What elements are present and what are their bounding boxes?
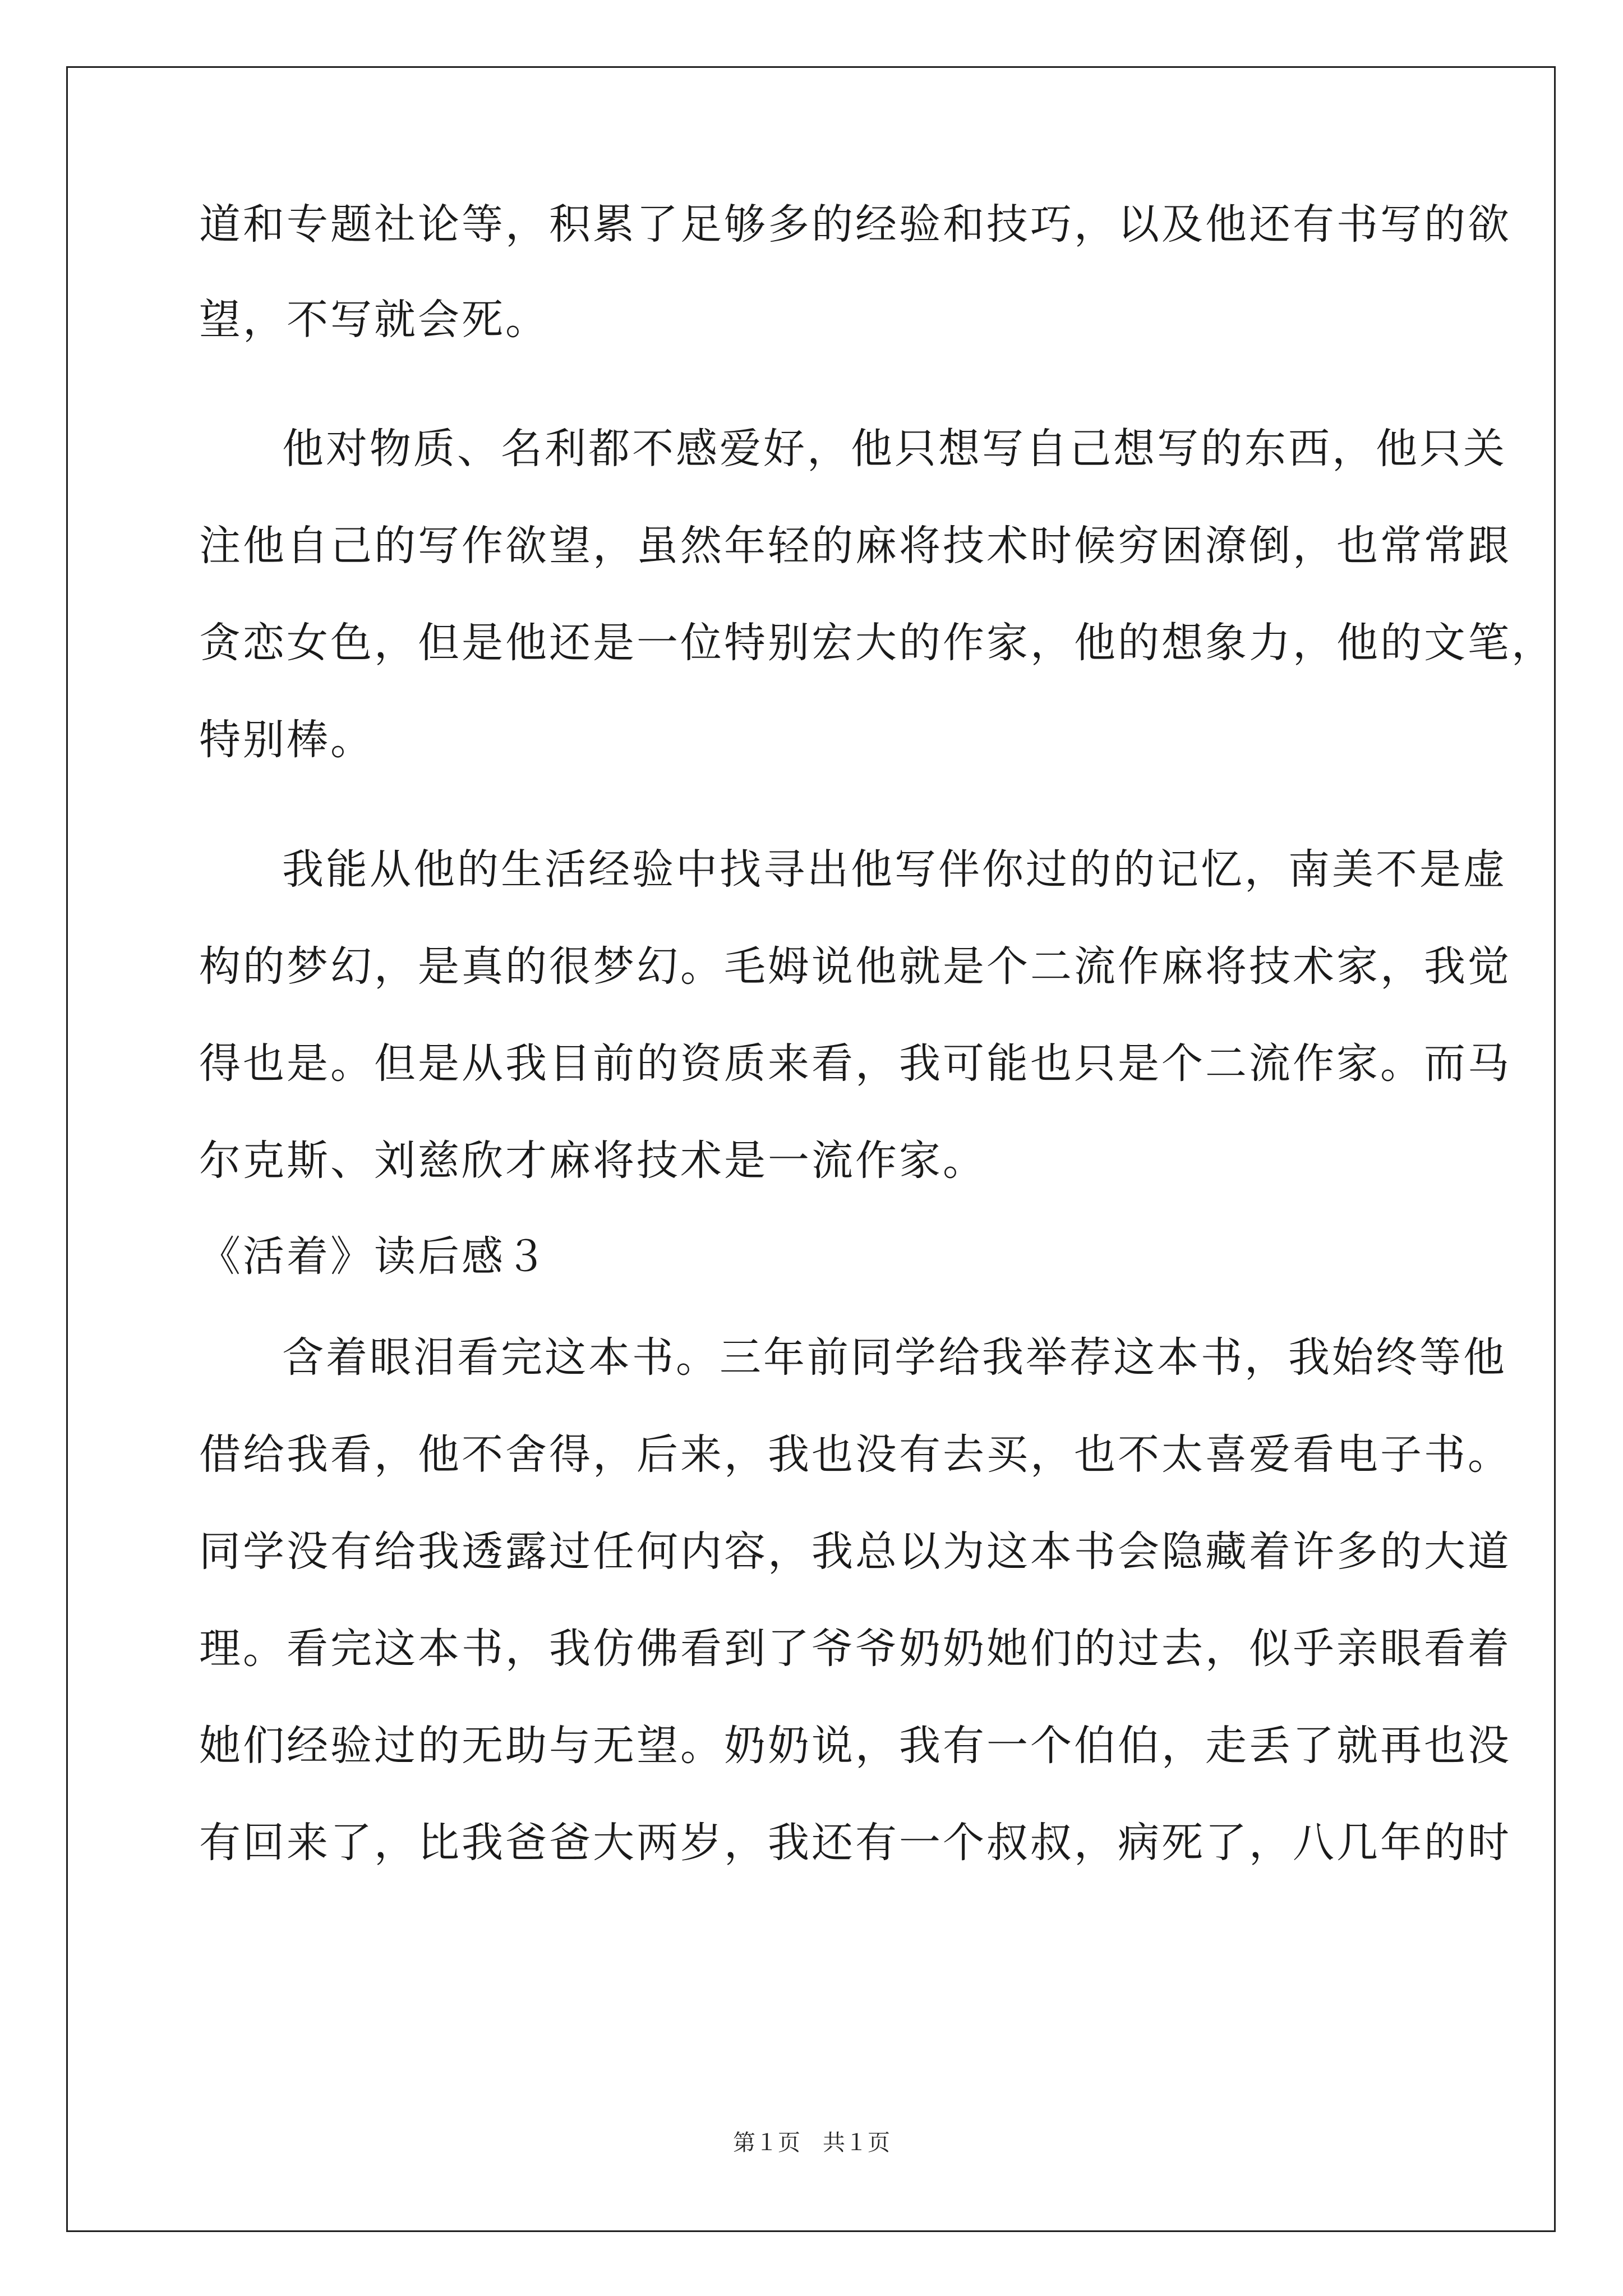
- text-line: 贪恋女色，但是他还是一位特别宏大的作家，他的想象力，他的文笔，: [199, 619, 1555, 667]
- text-line: 道和专题社论等，积累了足够多的经验和技巧，以及他还有书写的欲: [199, 200, 1511, 249]
- text-line: 注他自己的写作欲望，虽然年轻的麻将技术时候穷困潦倒，也常常跟: [199, 522, 1511, 570]
- text-line: 望，不写就会死。: [199, 296, 549, 344]
- paragraph-start-line: 含着眼泪看完这本书。三年前同学给我举荐这本书，我始终等他: [282, 1333, 1507, 1382]
- text-line: 构的梦幻，是真的很梦幻。毛姆说他就是个二流作麻将技术家，我觉: [199, 942, 1511, 991]
- paragraph-start-line: 他对物质、名利都不感爱好，他只想写自己想写的东西，他只关: [282, 425, 1507, 473]
- paragraph-start-line: 我能从他的生活经验中找寻出他写伴你过的的记忆，南美不是虚: [282, 845, 1507, 894]
- page-footer: 第１页 共１页: [733, 2130, 890, 2156]
- text-line: 理。看完这本书，我仿佛看到了爷爷奶奶她们的过去，似乎亲眼看着: [199, 1625, 1511, 1673]
- text-line: 同学没有给我透露过任何内容，我总以为这本书会隐藏着许多的大道: [199, 1527, 1511, 1576]
- section-heading: 《活着》读后感３: [199, 1232, 549, 1281]
- text-line: 借给我看，他不舍得，后来，我也没有去买，也不太喜爱看电子书。: [199, 1430, 1511, 1479]
- text-line: 有回来了，比我爸爸大两岁，我还有一个叔叔，病死了，八几年的时: [199, 1819, 1511, 1867]
- text-line: 特别棒。: [199, 716, 374, 764]
- text-line: 尔克斯、刘慈欣才麻将技术是一流作家。: [199, 1137, 986, 1185]
- text-line: 得也是。但是从我目前的资质来看，我可能也只是个二流作家。而马: [199, 1039, 1511, 1088]
- text-line: 她们经验过的无助与无望。奶奶说，我有一个伯伯，走丢了就再也没: [199, 1722, 1511, 1770]
